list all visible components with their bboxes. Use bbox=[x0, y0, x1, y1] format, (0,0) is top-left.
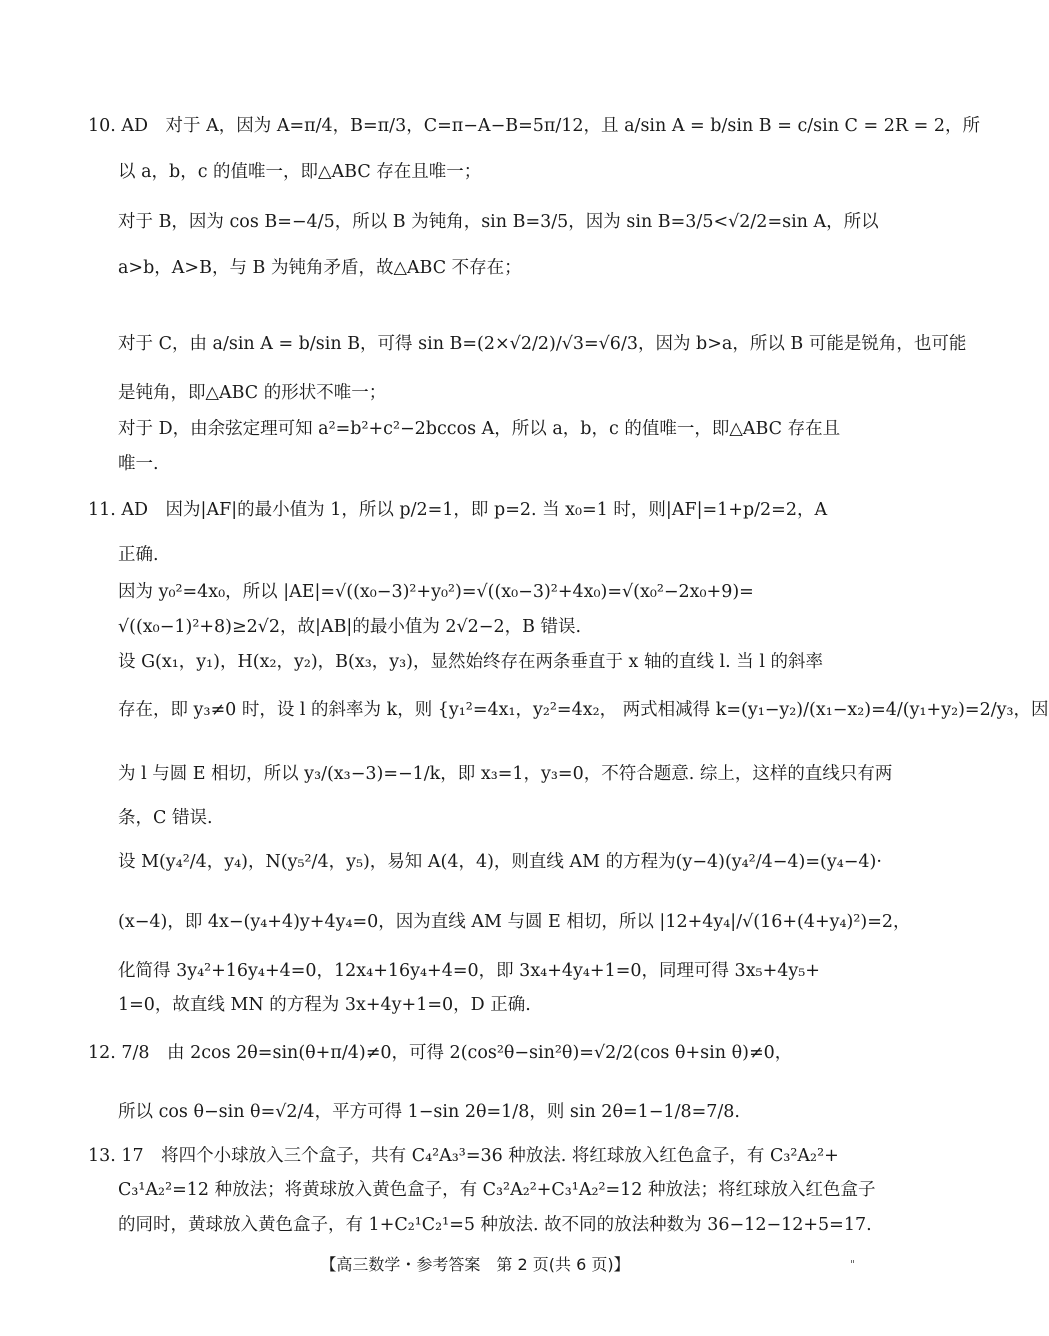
q10-line-6: 是钝角，即△ABC 的形状不唯一； bbox=[118, 383, 387, 403]
q10-line-1: 10. AD 对于 A，因为 A=π/4，B=π/3，C=π−A−B=5π/12，且 a/sin A = b/sin B = c/sin C = 2R = 2，所 bbox=[88, 116, 980, 136]
q11-line-1: 11. AD 因为|AF|的最小值为 1，所以 p/2=1，即 p=2. 当 x₀=1 时，则|AF|=1+p/2=2，A bbox=[88, 500, 828, 520]
q11-line-12: 1=0，故直线 MN 的方程为 3x+4y+1=0，D 正确. bbox=[118, 995, 531, 1015]
q11-line-7: 为 l 与圆 E 相切，所以 y₃/(x₃−3)=−1/k，即 x₃=1，y₃=0，不符合题意. 综上，这样的直线只有两 bbox=[118, 764, 893, 784]
q11-line-8: 条，C 错误. bbox=[118, 808, 213, 828]
q11-line-9: 设 M(y₄²/4，y₄)，N(y₅²/4，y₅)，易知 A(4，4)，则直线 AM 的方程为(y−4)(y₄²/4−4)=(y₄−4)· bbox=[118, 852, 882, 872]
q11-line-6: 存在，即 y₃≠0 时，设 l 的斜率为 k，则 {y₁²=4x₁，y₂²=4x₂， 两式相减得 k=(y₁−y₂)/(x₁−x₂)=4/(y₁+y₂)=2/y₃，因 bbox=[118, 700, 1049, 720]
corner-mark: " bbox=[850, 1258, 856, 1271]
q11-line-11: 化简得 3y₄²+16y₄+4=0，12x₄+16y₄+4=0，即 3x₄+4y₄+1=0，同理可得 3x₅+4y₅+ bbox=[118, 961, 820, 981]
page-footer: 【高三数学・参考答案 第 2 页(共 6 页)】 bbox=[320, 1255, 630, 1274]
q10-line-8: 唯一. bbox=[118, 454, 159, 474]
q11-line-10: (x−4)，即 4x−(y₄+4)y+4y₄=0，因为直线 AM 与圆 E 相切，所以 |12+4y₄|/√(16+(4+y₄)²)=2， bbox=[118, 912, 911, 932]
q10-line-3: 对于 B，因为 cos B=−4/5，所以 B 为钝角，sin B=3/5，因为 sin B=3/5<√2/2=sin A，所以 bbox=[118, 212, 879, 232]
q10-line-5: 对于 C，由 a/sin A = b/sin B，可得 sin B=(2×√2/2)/√3=√6/3，因为 b>a，所以 B 可能是锐角，也可能 bbox=[118, 334, 967, 354]
q11-line-3: 因为 y₀²=4x₀，所以 |AE|=√((x₀−3)²+y₀²)=√((x₀−3)²+4x₀)=√(x₀²−2x₀+9)= bbox=[118, 582, 754, 602]
q11-line-4: √((x₀−1)²+8)≥2√2，故|AB|的最小值为 2√2−2，B 错误. bbox=[118, 617, 582, 637]
q13-line-1: 13. 17 将四个小球放入三个盒子，共有 C₄²A₃³=36 种放法. 将红球放入红色盒子，有 C₃²A₂²+ bbox=[88, 1146, 839, 1166]
q13-line-2: C₃¹A₂²=12 种放法；将黄球放入黄色盒子，有 C₃²A₂²+C₃¹A₂²=12 种放法；将红球放入红色盒子 bbox=[118, 1180, 876, 1200]
q10-line-4: a>b，A>B，与 B 为钝角矛盾，故△ABC 不存在； bbox=[118, 258, 522, 278]
q12-line-2: 所以 cos θ−sin θ=√2/4，平方可得 1−sin 2θ=1/8，则 sin 2θ=1−1/8=7/8. bbox=[118, 1102, 740, 1122]
q12-line-1: 12. 7/8 由 2cos 2θ=sin(θ+π/4)≠0，可得 2(cos²θ−sin²θ)=√2/2(cos θ+sin θ)≠0， bbox=[88, 1043, 793, 1063]
q10-line-7: 对于 D，由余弦定理可知 a²=b²+c²−2bccos A，所以 a，b，c 的值唯一，即△ABC 存在且 bbox=[118, 419, 841, 439]
q11-line-5: 设 G(x₁，y₁)，H(x₂，y₂)，B(x₃，y₃)，显然始终存在两条垂直于 x 轴的直线 l. 当 l 的斜率 bbox=[118, 652, 823, 672]
q11-line-2: 正确. bbox=[118, 545, 159, 565]
q13-line-3: 的同时，黄球放入黄色盒子，有 1+C₂¹C₂¹=5 种放法. 故不同的放法种数为 36−12−12+5=17. bbox=[118, 1215, 872, 1235]
q10-line-2: 以 a，b，c 的值唯一，即△ABC 存在且唯一； bbox=[118, 162, 482, 182]
